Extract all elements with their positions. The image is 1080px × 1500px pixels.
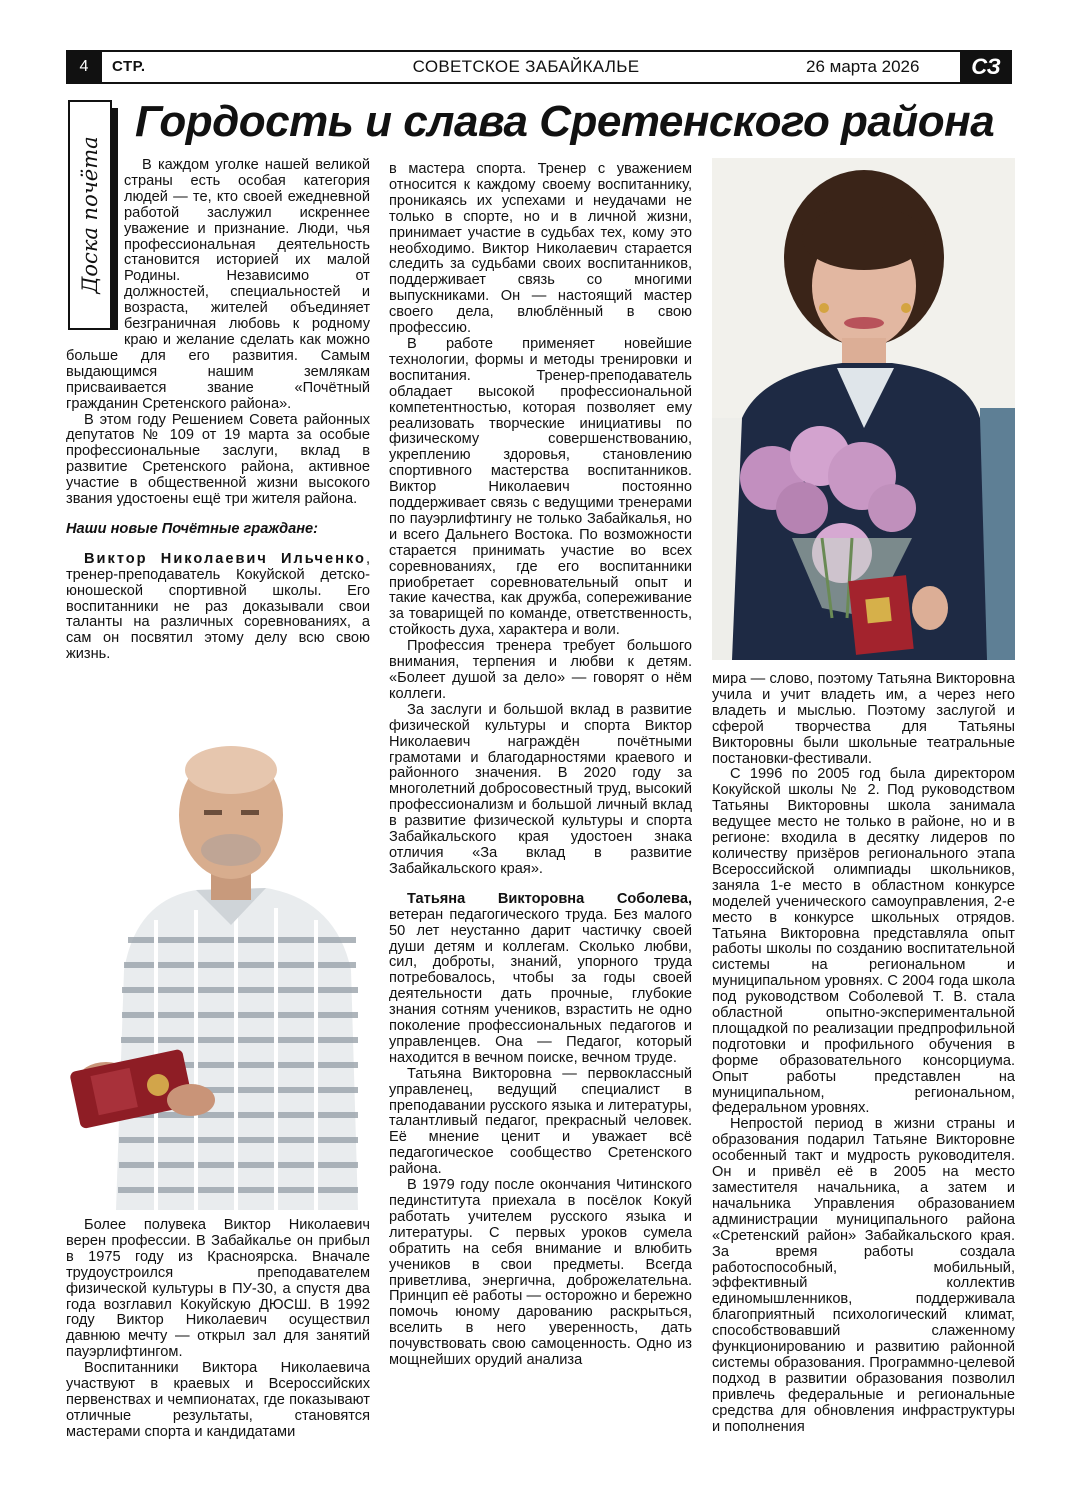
person-2-intro [389,892,692,1067]
person-1-description: , тренер-преподаватель Кокуйской детско-юношеской спортивной школы. Его воспитанники не раз доказывали свои таланты на различных соревнованиях, а сам он посвятил этому делу всю свою жизнь. [66,550,370,663]
paragraph: Профессия тренера требует большого внимания, терпения и любви к детям. «Болеет душой за дело» — говорят о нём коллеги. [389,638,692,702]
rubric-label: Доска почёта [78,136,102,294]
article-title: Гордость и слава Сретенского района [135,97,995,146]
spacer [389,878,692,892]
newspaper-name: СОВЕТСКОЕ ЗАБАЙКАЛЬЕ [412,57,640,76]
photo-tatyana-soboleva [712,158,1015,660]
photo-viktor-ilchenko [66,740,368,1210]
paragraph: Татьяна Викторовна — первоклассный управленец, ведущий специалист в преподавании русского языка и литературы, талантливый педагог, прекрасный человек. Её мнение ценит и уважает всё педагогическое сообщество Сретенского района. [389,1065,692,1178]
paragraph: В каждом уголке нашей великой страны есть особая категория людей — те, кто своей ежедневной работой заслужил искреннее уважение и признание. Люди, чья профессиональная деятельность становится историей их малой Родины. Независимо от должностей, специальностей и возраста, жителей объединяет безграничная любовь к родному краю и желание сделать как можно больше для его развития. Самым выдающимся нашим землякам присваивается звание «Почётный гражданин Сретенского района». [66,157,370,412]
subheading: Наши новые Почётные граждане: [66,520,319,537]
column-1-top [66,158,370,663]
paragraph: В 1979 году после окончания Читинского пединститута приехала в посёлок Кокуй работать учителем русского языка и литературы. С первых уроков сумела обратить на себя внимание и влюбить учеников в свои предметы. Всегда приветлива, энергична, доброжелательна. Принцип её работы — осторожно и бережно помочь юному дарованию раскрыться, вселить в него уверенность, дать почувствовать свою самоценность. Одно из мощнейших орудий анализа [389,1177,692,1369]
person-2-name: Татьяна Викторовна Соболева, [407,890,692,907]
man-portrait-image [66,740,368,1210]
column-2 [389,162,692,1369]
issue-date: 26 марта 2026 [806,57,920,76]
paragraph: мира — слово, поэтому Татьяна Викторовна учила и учит владеть им, а через него владеть и мыслью. Поэтому заслугой и сферой творчества для Татьяны Викторовны были школьные театральные постановки-фестивали. [712,671,1015,767]
column-1-bottom [66,1218,370,1441]
column-3 [712,672,1015,1436]
paragraph: В работе применяет новейшие технологии, формы и методы тренировки и воспитания. Тренер-преподаватель обладает высокой профессиональной компетентностью, которая позволяет ему реализовать творческие инициативы по физическому совершенствованию, укреплению здоровья, становлению спортивного мастерства воспитанников. Виктор Николаевич постоянно поддерживает связь с ведущими тренерами по пауэрлифтингу не только Забайкалья, но и всего Дальнего Востока. По возможности старается принимать участие во всех соревнованиях, где его воспитанники приобретает соревновательный опыт и такие качества, как дружба, сопереживание за товарищей по команде, ответственность, стойкость духа, характера и воли. [389,335,692,639]
paragraph: Непростой период в жизни страны и образования подарил Татьяне Викторовне особенный такт и мудрость руководителя. Он и привёл её в 2005 на место заместителя начальника, а затем и начальника Управления образованием администрации муниципального района «Сретенский район» Забайкальского края. За время работы создала работоспособный, мобильный, эффективный коллектив единомышленников, поддерживала благоприятный психологический климат, способствовавший слаженному функционированию и развитию районной системы образования. Программно-целевой подход в развитии образования позволил привлечь федеральные и региональные средства для обновления инфраструктуры и пополнения [712,1116,1015,1435]
page-header [66,50,1012,84]
paragraph: в мастера спорта. Тренер с уважением относится к каждому своему воспитаннику, проникаясь их успехами и неудачами не только в спорте, но и в личной жизни, принимает участие в судьбах тех, кому это необходимо. Виктор Николаевич старается следить за судьбами своих воспитанников, поддерживает связь со многими выпускниками. Он — настоящий мастер своего дела, влюблённый в свою профессию. [389,161,692,337]
paragraph: Воспитанники Виктора Николаевича участвуют в краевых и Всероссийских первенствах и чемпионатах, где показывают отличные результаты, становятся мастерами спорта и кандидатами [66,1360,370,1440]
newspaper-logo: СЗ [960,52,1012,82]
person-2-description: ветеран педагогического труда. Без малого 50 лет неустанно дарит частичку своей души детям и коллегам. Сколько любви, сил, доброты, знаний, упорного труда потребовалось, чтобы за годы своей деятельности дать прочные, глубокие знания сотням учеников, взрастить не одно поколение профессиональных педагогов и управленцев. Она — Педагог, который находится в вечном поиске, вечном труде. [389,906,692,1066]
person-1-name: Виктор Николаевич Ильченко [84,550,366,567]
paragraph: Более полувека Виктор Николаевич верен профессии. В Забайкалье он прибыл в 1975 году из Красноярска. Вначале трудоустроился преподавателем физической культуры в ПУ-30, а спустя два года возглавил Кокуйскую ДЮСШ. В 1992 году Виктор Николаевич осуществил давнюю мечту — открыл зал для занятий пауэрлифтингом. [66,1217,370,1361]
paragraph: С 1996 по 2005 год была директором Кокуйской школы № 2. Под руководством Татьяны Викторовны школа занимала ведущее место не только в районе, но и в регионе: входила в десятку лидеров по количеству призёров регионального этапа Всероссийской олимпиады школьников, заняла 1-е место в областном конкурсе моделей ученического самоуправления, 2-е место в конкурсе школьных отрядов. Татьяна Викторовна представляла опыт работы школы по созданию воспитательной системы на региональном и муниципальном уровнях. С 2004 года школа под руководством Соболевой Т. В. стала областной опытно-экспериментальной площадкой по реализации предпрофильной подготовки и профильного обучения в форме образовательного консорциума. Опыт работы представлен на муниципальном, региональном, федеральном уровнях. [712,766,1015,1117]
woman-portrait-image [712,158,1015,660]
rubric-float-spacer [66,158,124,334]
paragraph: В этом году Решением Совета районных депутатов № 109 от 19 марта за особые профессиональные заслуги, вклад в развитие Сретенского района, активное участие в общественной жизни высокого звания удостоены ещё три жителя района. [66,411,370,508]
paragraph: За заслуги и большой вклад в развитие физической культуры и спорта Виктор Николаевич награждён почётными грамотами и благодарностями краевого и районного значения. В 2020 году за многолетний добросовестный труд, высокий профессионализм и большой личный вклад в развитие физической культуры и спорта Забайкальского края удостоен знака отличия «За вклад в развитие Забайкальского края». [389,701,692,877]
person-1-intro [66,552,370,663]
page-label: СТР. [112,58,146,75]
page-number: 4 [66,52,102,82]
